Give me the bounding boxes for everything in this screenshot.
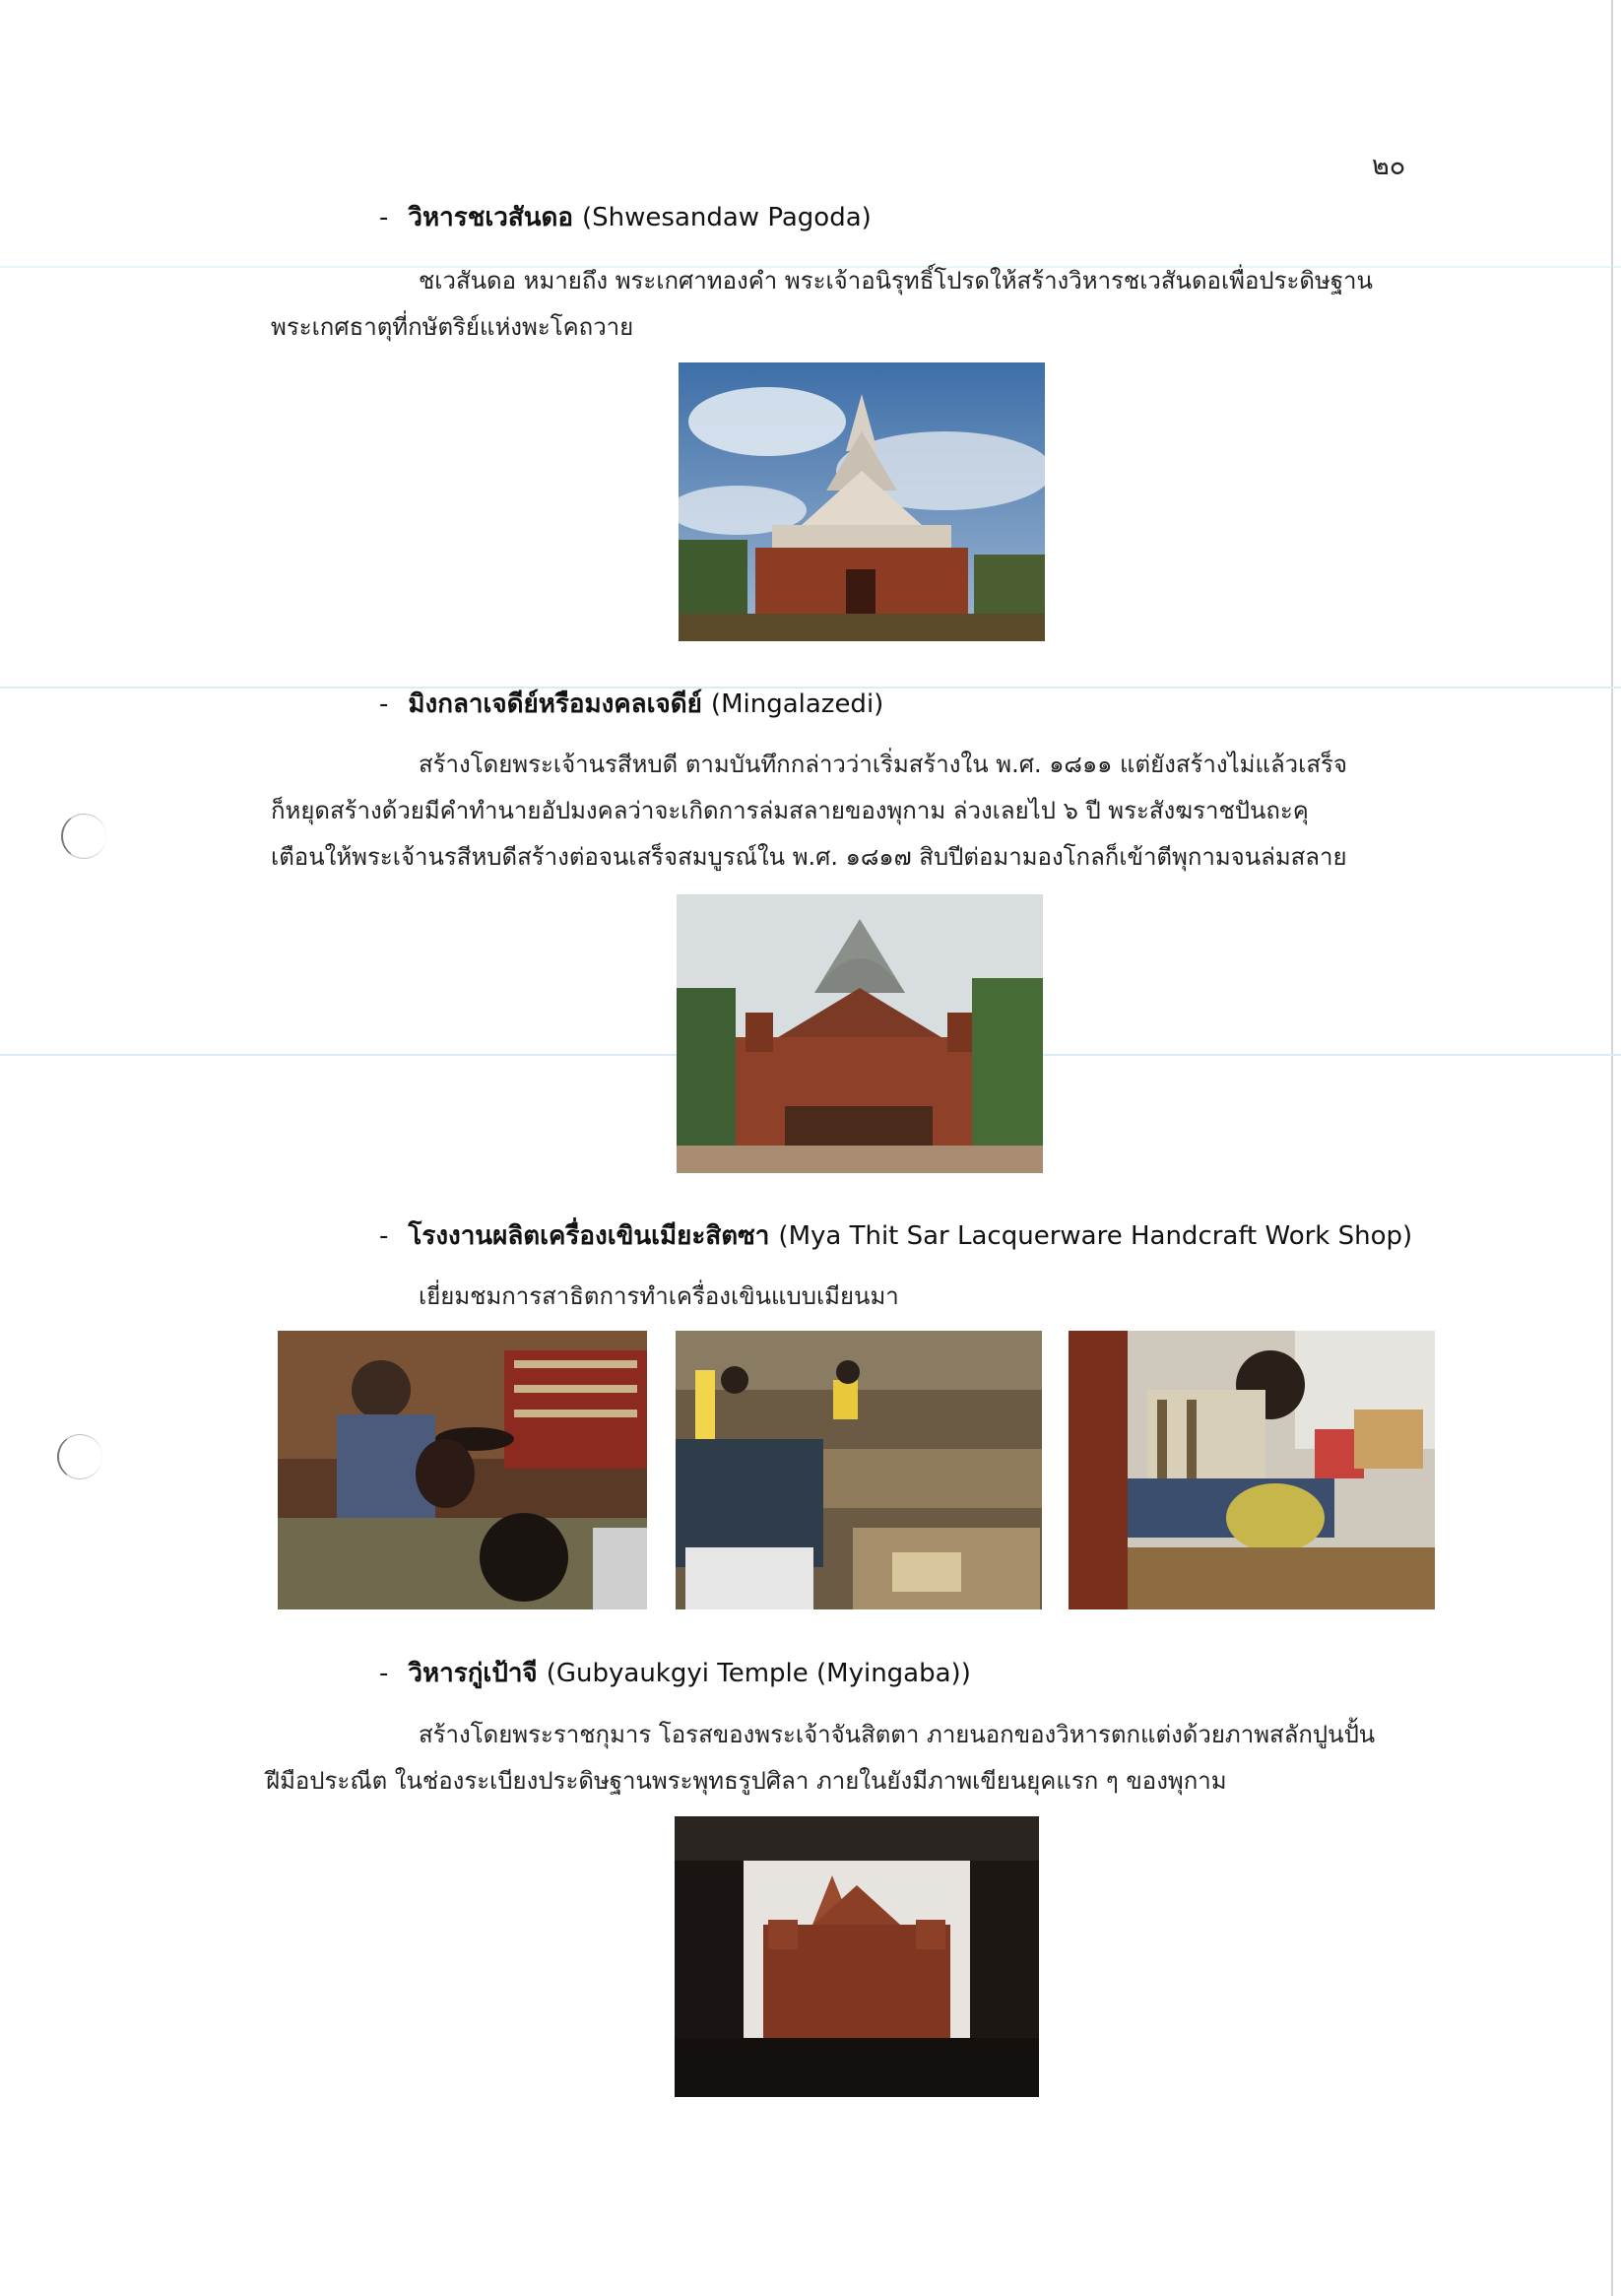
lacquer-carving-photo [1069, 1331, 1435, 1609]
heading-english: (Mya Thit Sar Lacquerware Handcraft Work Shop) [778, 1221, 1413, 1251]
page-number: ๒๐ [1372, 151, 1406, 181]
bullet-dash: - [379, 203, 389, 232]
heading-english: (Shwesandaw Pagoda) [582, 203, 872, 232]
mingalazedi-stupa-photo [677, 894, 1043, 1173]
heading-thai: มิงกลาเจดีย์หรือมงคลเจดีย์ [408, 689, 702, 719]
section-heading-shwesandaw [379, 197, 872, 237]
paragraph-line: ฝีมือประณีต ในช่องระเบียงประดิษฐานพระพุทธรูปศิลา ภายในยังมีภาพเขียนยุคแรก ๆ ของพุกาม [266, 1767, 1227, 1795]
lacquer-workshop-photo [676, 1331, 1042, 1609]
gubyaukgyi-temple-photo [675, 1816, 1039, 2097]
section-heading-lacquerware [379, 1215, 1412, 1256]
bullet-dash: - [379, 1659, 389, 1688]
heading-thai: วิหารกู่เป้าจี [408, 1659, 538, 1688]
heading-english: (Mingalazedi) [710, 689, 884, 719]
bullet-dash: - [379, 689, 389, 719]
bullet-dash: - [379, 1221, 389, 1251]
punch-hole-upper [61, 814, 106, 859]
heading-thai: โรงงานผลิตเครื่องเขินเมียะสิตซา [408, 1221, 770, 1251]
heading-english: (Gubyaukgyi Temple (Myingaba)) [546, 1659, 971, 1688]
paragraph-line: เยี่ยมชมการสาธิตการทำเครื่องเขินแบบเมียนมา [419, 1282, 899, 1310]
paragraph-line: เตือนให้พระเจ้านรสีหบดีสร้างต่อจนเสร็จสมบูรณ์ใน พ.ศ. ๑๘๑๗ สิบปีต่อมามองโกลก็เข้าตีพุกามจนล่มสลาย [271, 843, 1347, 871]
heading-thai: วิหารชเวสันดอ [408, 203, 573, 232]
paragraph-line: ก็หยุดสร้างด้วยมีคำทำนายอัปมงคลว่าจะเกิดการล่มสลายของพุกาม ล่วงเลยไป ๖ ปี พระสังฆราชปันถะคุ [271, 797, 1309, 824]
paragraph-line: พระเกศธาตุที่กษัตริย์แห่งพะโคถวาย [271, 313, 634, 341]
punch-hole-lower [57, 1434, 102, 1479]
section-heading-mingalazedi [379, 684, 883, 724]
shwesandaw-pagoda-photo [679, 362, 1045, 641]
section-heading-gubyaukgyi [379, 1653, 971, 1693]
paragraph-line: สร้างโดยพระราชกุมาร โอรสของพระเจ้าจันสิตตา ภายนอกของวิหารตกแต่งด้วยภาพสลักปูนปั้น [419, 1721, 1376, 1748]
paragraph-line: ชเวสันดอ หมายถึง พระเกศาทองคำ พระเจ้าอนิรุทธิ์โปรดให้สร้างวิหารชเวสันดอเพื่อประดิษฐาน [419, 267, 1373, 295]
lacquer-artisan-photo [278, 1331, 647, 1609]
paragraph-line: สร้างโดยพระเจ้านรสีหบดี ตามบันทึกกล่าวว่าเริ่มสร้างใน พ.ศ. ๑๘๑๑ แต่ยังสร้างไม่แล้วเสร็จ [419, 751, 1347, 778]
page-edge-line [1611, 0, 1613, 2296]
